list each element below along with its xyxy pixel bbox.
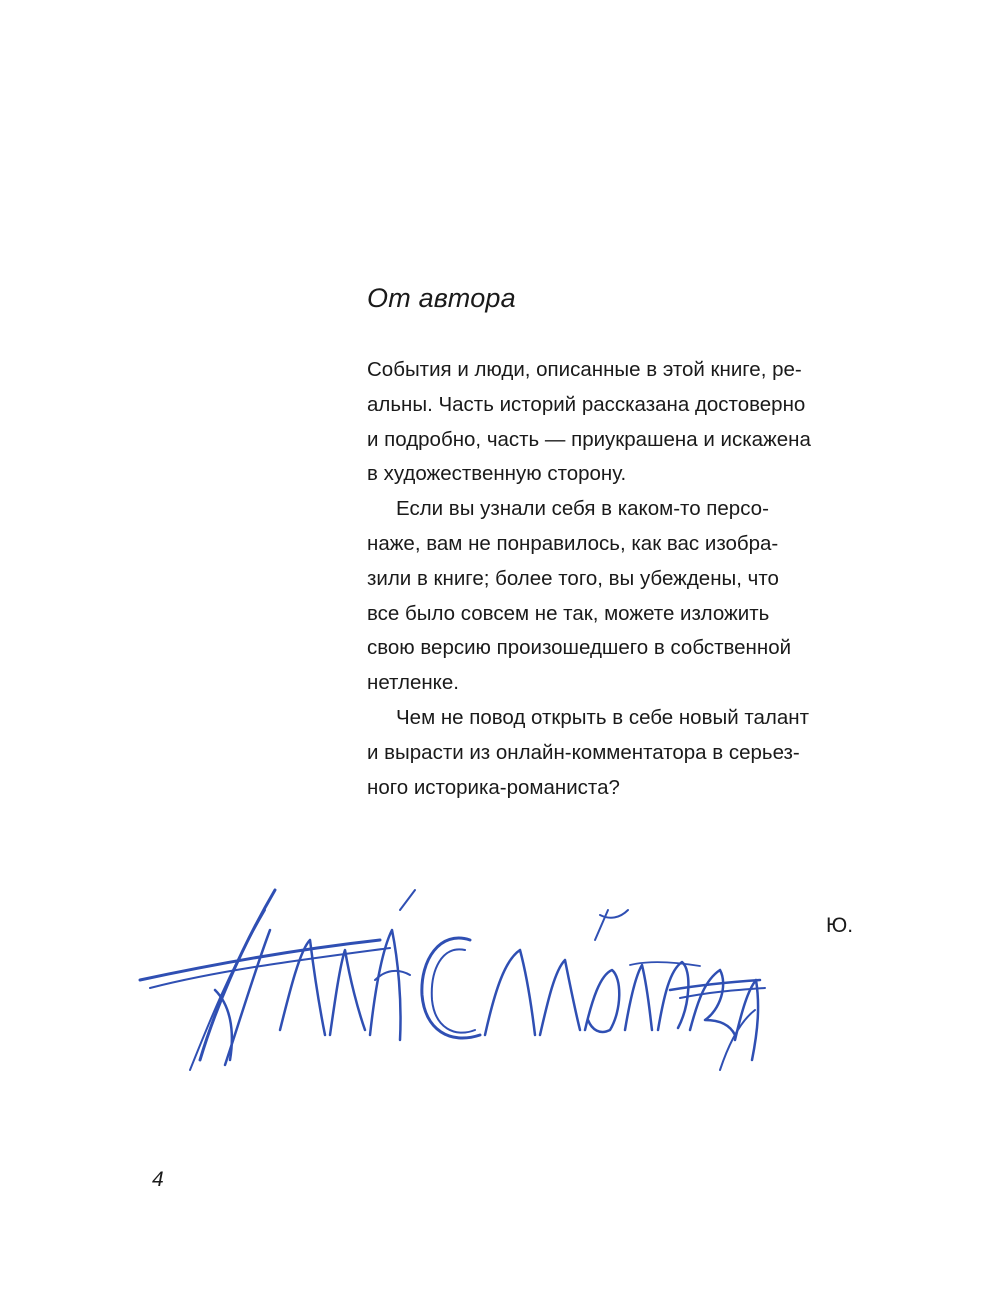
text-line: События и люди, описанные в этой книге, ре- xyxy=(367,358,802,381)
text-line: наже, вам не понравилось, как вас изобра- xyxy=(367,531,779,555)
text-line: в художественную сторону. xyxy=(367,462,627,486)
body-text xyxy=(367,353,877,805)
author-initial: Ю. xyxy=(826,914,854,937)
section-heading: От автора xyxy=(367,283,516,313)
text-line: свою версию произошедшего в собственной xyxy=(367,636,792,660)
text-line: и вырасти из онлайн-комментатора в серьез- xyxy=(367,740,800,764)
signature-icon xyxy=(130,870,770,1110)
text-line: ного историка-романиста? xyxy=(367,775,620,799)
text-line: Чем не повод открыть в себе новый талант xyxy=(396,705,809,729)
text-line: и подробно, часть — приукрашена и искажена xyxy=(367,427,811,451)
page-number: 4 xyxy=(152,1168,164,1191)
text-line: нетленке. xyxy=(367,671,459,695)
text-line: альны. Часть историй рассказана достоверно xyxy=(367,392,806,416)
text-line: Если вы узнали себя в каком-то персо- xyxy=(396,497,769,521)
text-line: зили в книге; более того, вы убеждены, что xyxy=(367,566,779,590)
text-line: все было совсем не так, можете изложить xyxy=(367,601,770,625)
